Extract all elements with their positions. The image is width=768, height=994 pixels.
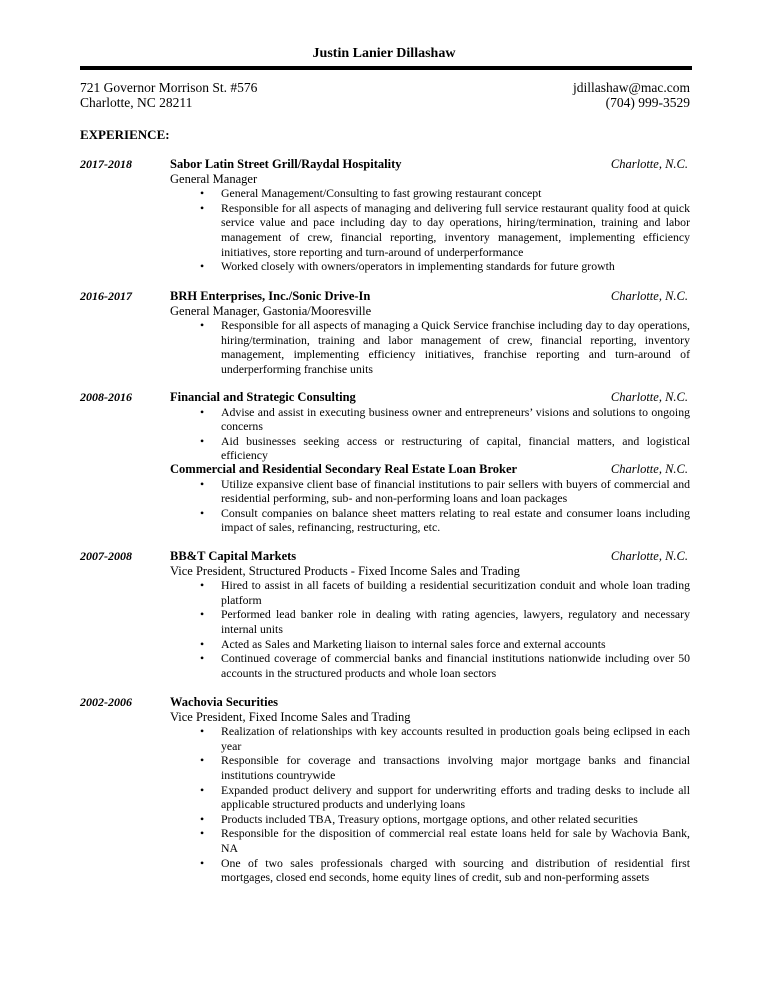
bullet-item: • Advise and assist in executing business owner and entrepreneurs’ visions and solutions to ongoing concerns [170, 405, 690, 434]
entry-bullets [170, 405, 690, 463]
bullet-item: • General Management/Consulting to fast growing restaurant concept [170, 186, 690, 201]
header-rule [80, 66, 692, 70]
entry-bullets [170, 318, 690, 376]
bullet-item: • Responsible for all aspects of managing and delivering full service restaurant quality food at quick service value and pace including day to day operations, hiring/termination, training and labor management of crew, financial reporting, inventory management, implementing efficiency initiatives, store reporting and turn-around of underperformance [170, 201, 690, 259]
contact-details [573, 80, 690, 110]
entry-bullets [170, 724, 690, 885]
entry-bullets [170, 578, 690, 680]
entry-company: Commercial and Residential Secondary Real Estate Loan Broker [170, 462, 518, 476]
entry-years: 2002-2006 [80, 695, 132, 709]
bullet-item: • Hired to assist in all facets of building a residential securitization conduit and whole loan trading platform [170, 578, 690, 607]
entry-location: Charlotte, N.C. [610, 462, 688, 476]
entry-company: BB&T Capital Markets [170, 549, 297, 563]
entry-location: Charlotte, N.C. [610, 390, 688, 404]
experience-entry [80, 462, 690, 535]
entry-role: Vice President, Fixed Income Sales and Trading [170, 709, 411, 724]
bullet-item: • Responsible for the disposition of commercial real estate loans held for sale by Wachovia Bank, NA [170, 826, 690, 855]
entry-company: Wachovia Securities [170, 695, 278, 709]
entry-location: Charlotte, N.C. [610, 157, 688, 171]
bullet-item: • Performed lead banker role in dealing with rating agencies, lawyers, regulatory and necessary internal units [170, 607, 690, 636]
address-line-2: Charlotte, NC 28211 [80, 95, 193, 110]
bullet-item: • Expanded product delivery and support for underwriting efforts and trading desks to include all applicable structured products and underlying loans [170, 783, 690, 812]
bullet-item: • Realization of relationships with key accounts resulted in production goals being eclipsed in each year [170, 724, 690, 753]
entry-years: 2008-2016 [80, 390, 132, 404]
entry-years: 2016-2017 [80, 289, 132, 303]
experience-entry [80, 695, 690, 885]
experience-entry [80, 289, 690, 377]
experience-heading: EXPERIENCE: [80, 127, 170, 142]
bullet-item: • Worked closely with owners/operators in implementing standards for future growth [170, 259, 690, 274]
experience-entry [80, 157, 690, 274]
entry-company: Financial and Strategic Consulting [170, 390, 356, 404]
contact-address [80, 80, 257, 110]
bullet-item: • Aid businesses seeking access or restructuring of capital, financial matters, and logistical efficiency [170, 434, 690, 463]
entry-years: 2007-2008 [80, 549, 132, 563]
entry-bullets [170, 186, 690, 274]
bullet-item: • Acted as Sales and Marketing liaison to internal sales force and external accounts [170, 637, 690, 652]
bullet-item: • Utilize expansive client base of financial institutions to pair sellers with buyers of commercial and residential performing, sub- and non-performing loans and loan packages [170, 477, 690, 506]
phone: (704) 999-3529 [605, 95, 690, 110]
resume-name: Justin Lanier Dillashaw [312, 46, 456, 61]
bullet-item: • Products included TBA, Treasury options, mortgage options, and other related securities [170, 812, 690, 827]
entry-location: Charlotte, N.C. [610, 549, 688, 563]
bullet-item: • One of two sales professionals charged with sourcing and distribution of residential first mortgages, closed end seconds, home equity lines of credit, sub and non-performing assets [170, 856, 690, 885]
bullet-item: • Continued coverage of commercial banks and financial institutions nationwide including over 50 accounts in the structured products and whole loan sectors [170, 651, 690, 680]
entry-role: Vice President, Structured Products - Fixed Income Sales and Trading [170, 563, 520, 578]
bullet-item: • Responsible for all aspects of managing a Quick Service franchise including day to day operations, hiring/termination, training and labor management of crew, financial reporting, inventory management, implementing efficiency initiatives, franchise reporting and turn-around of underperforming franchise units [170, 318, 690, 376]
bullet-item: • Responsible for coverage and transactions involving major mortgage banks and financial institutions countrywide [170, 753, 690, 782]
email: jdillashaw@mac.com [572, 80, 690, 95]
entry-years: 2017-2018 [80, 157, 132, 171]
entry-company: BRH Enterprises, Inc./Sonic Drive-In [170, 289, 371, 303]
address-line-1: 721 Governor Morrison St. #576 [80, 80, 258, 95]
entry-role: General Manager, Gastonia/Mooresville [170, 303, 372, 318]
entry-company: Sabor Latin Street Grill/Raydal Hospitality [170, 157, 402, 171]
entry-location: Charlotte, N.C. [610, 289, 688, 303]
bullet-item: • Consult companies on balance sheet matters relating to real estate and consumer loans including impact of sales, refinancing, restructuring, etc. [170, 506, 690, 535]
experience-entry [80, 390, 690, 463]
entry-role: General Manager [170, 171, 258, 186]
entry-bullets [170, 477, 690, 535]
experience-entry [80, 549, 690, 680]
